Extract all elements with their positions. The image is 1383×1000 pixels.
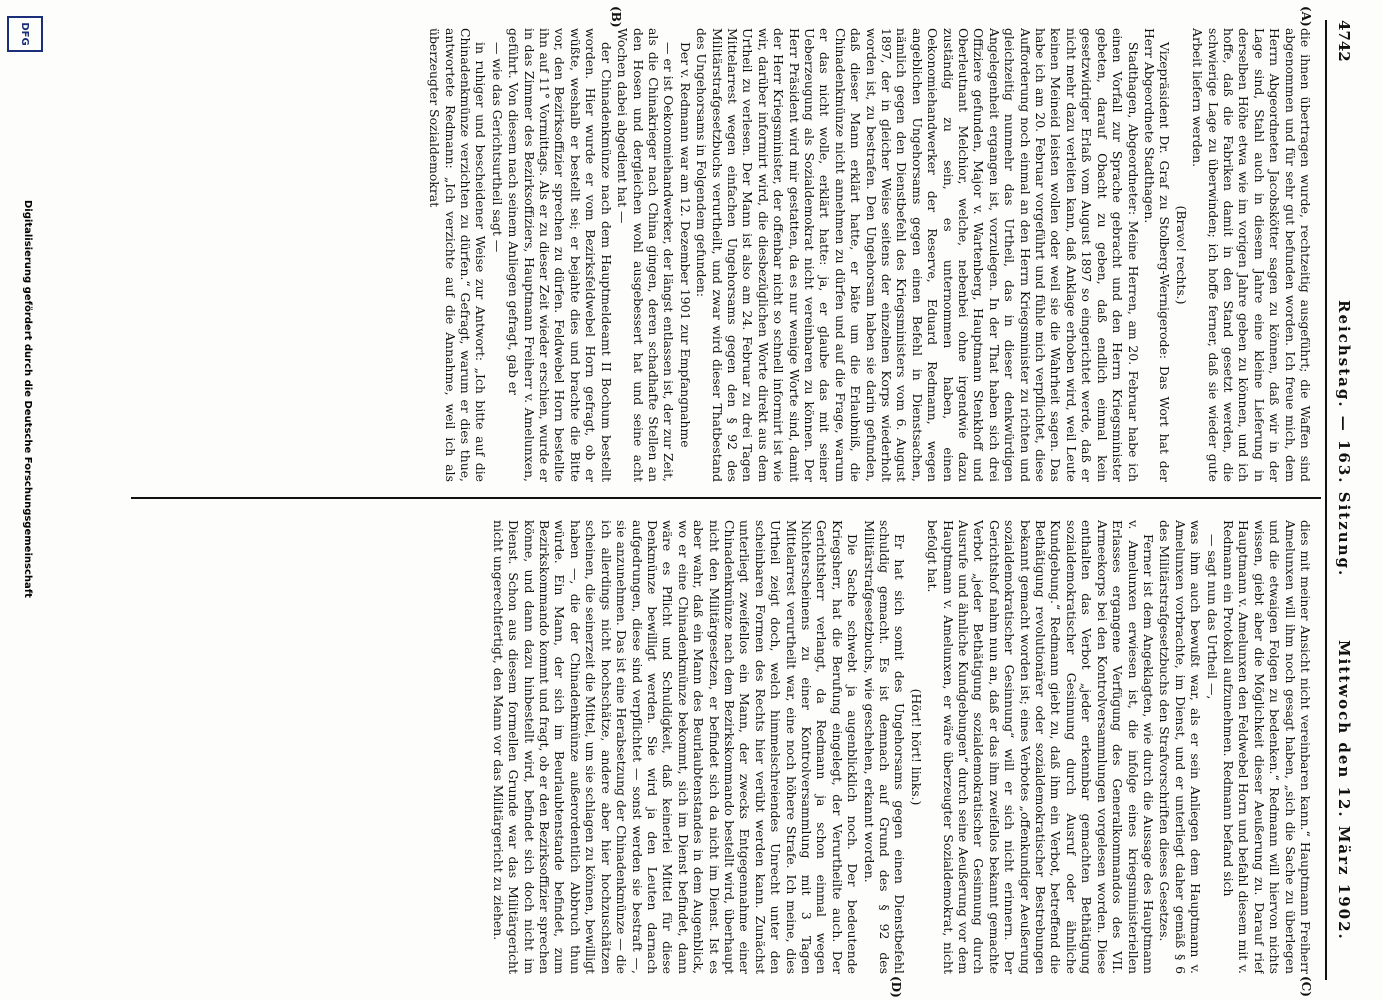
column-divider [131,497,1321,499]
interjection: (Bravo! rechts.) [1173,205,1189,305]
page-number: 4742 [1335,20,1353,62]
page-header [1319,0,1383,1000]
right-column [133,520,1313,974]
header-rule [1325,20,1327,980]
paragraph: die ihnen übertragen wurde, rechtzeitig ausgeführt; die Waffen sind abgenommen und für sehr gut befunden worden. Ich freue mich, dem Herrn Abgeordneten Jacobskötter sagen zu können, daß wir in der Lage sind, Stahl auch in diesem Jahre eine kleine Lieferung in derselben Höhe etwa wie im vorigen Jahre geben zu können, und ich hoffe, daß die Fabriken damit in den Stand gesetzt werden, die schwierige Lage zu überwinden; ich hoffe ferner, daß sie wieder gute Arbeit liefern werden. [1190,28,1313,482]
page-heading-right: Mittwoch den 12. März 1902. [1335,640,1353,941]
paragraph: in ruhiger und bescheidener Weise zur Antwort: „Ich bitte auf die Chinadenkmünze verzichten zu dürfen.“ Gefragt, warum er dies thue, antwortete Redmann: „Ich verzichte auf die Annahme, weil ich als überzeugter Sozialdemokrat [427,28,489,482]
margin-marker-d: (D) [889,976,903,998]
margin-marker-c: (C) [1299,976,1313,997]
margin-marker-a: (A) [1299,6,1313,27]
interjection: (Hört! hört! links.) [908,688,924,806]
paragraph: dies mit meiner Ansicht nicht vereinbaren kann.“ Hauptmann Freiherr Amelunxen will ihm noch gesagt haben, „sich die Sache zu überlegen und die etwaigen Folgen zu bedenken.“ Redmann will hiervon nichts wissen, giebt aber die Möglichkeit dieser Aeußerung zu. Darauf rief Hauptmann v. Amelunxen den Feldwebel Horn und befahl diesem mit v. Redmann ein Protokoll aufzunehmen. Redmann befand sich [1220,520,1313,974]
paragraph: Der v. Redmann war am 12. Dezember 1901 zur Empfangnahme [677,42,693,448]
paragraph: Vizepräsident Dr. Graf zu Stolberg-Wernigerode: Das Wort hat der Herr Abgeordnete Stadthagen. [1141,28,1173,482]
paragraph: Er hat sich somit des Ungehorsams gegen einen Dienstbefehl schuldig gemacht. Es ist demnach auf Grund des § 92 des Militärstrafgesetzbuchs, wie geschehen, erkannt worden. [861,520,908,974]
paragraph: — sagt nun das Urtheil —, [1204,534,1220,700]
dfg-logo: DFG [7,16,43,52]
paragraph: — er ist Oekonomiehandwerker, der längst entlassen ist, der zur Zeit, als die Chinakrieger nach China gingen, deren schadhafte Stellen an den Hosen und dergleichen wohl ausgebessert hat und seine acht Wochen dabei abgedient hat — [615,28,677,482]
digitization-note: Digitalisierung gefördert durch die Deutsche Forschungsgemeinschaft [22,200,33,598]
margin-marker-b: (B) [609,6,623,28]
paragraph: Die Sache schwebt ja augenblicklich noch. Der bedeutende Kriegsherr, hat die Berufung eingelegt, der Verurtheilte auch. Der Gerichtsherr verlangt, da Redmann ja schon einmal wegen Nichterscheinens zu einer Kontrolversammlung mit 3 Tagen Mittelarrest verurtheilt war, eine noch höhere Strafe. Ich meine, dies Urtheil zeigt doch, welch himmelschreiendes Unrecht unter den scheinbaren Formen des Rechts hier verübt werden kann. Zunächst unterliegt zweifellos ein Mann, der zwecks Entgegennahme einer Chinadenkmünze nach dem Bezirkskommando bestellt wird, überhaupt nicht den Militärgesetzen, er befindet sich da nicht im Dienst. Ist es aber wahr, daß ein Mann des Beurlaubtenstandes in dem Augenblick, wo er eine Chinadenkmünze bekommt, sich im Dienst befindet, dann wäre es Pflicht und Schuldigkeit, daß keinerlei Mittel für diese Denkmünze bewilligt werden. Sie wird ja den Leuten darnach aufgedrungen, diese sind verpflichtet — sonst werden sie bestraft —, sie anzunehmen. Das ist eine Herabsetzung der Chinadenkmünze — die ich allerdings nicht hochschätze, andere aber hier hochzuschätzen scheinen, die seinerzeit die Mittel, um sie schlagen zu können, bewilligt haben —, die der Chinadenkmünze außerordentlich Abbruch thun würde. Ein Mann, der sich im Beurlaubtenstande befindet, zum Bezirkskommando kommt und fragt, ob er den Bezirksoffizier sprechen könne, und dann dazu hinbestellt wird, befindet sich doch nicht im Dienst. Schon aus diesem formellen Grunde war das Militärgericht nicht ungerechtfertigt, den Mann vor das Militärgericht zu ziehen. [490,520,861,974]
page-heading-left: Reichstag. — 163. Sitzung. [1335,300,1353,578]
paragraph: Stadthagen, Abgeordneter: Meine Herren, am 20. Februar habe ich einen Vorfall zur Sprache gebracht und den Herrn Kriegsminister gebeten, darauf Obacht zu geben, daß endlich einmal kein gesetzwidriger Erlaß vom August 1897 so eingerichtet werde, daß er nicht mehr dazu verleiten kann, daß Anklage erhoben wird, weil Leute keinen Meineid leisten wollen oder weil sie die Wahrheit sagen. Das habe ich am 20. Februar vorgeführt und fühle mich verpflichtet, diese Aufforderung noch einmal an den Herrn Kriegsminister zu richten und gleichzeitig nunmehr das Urtheil, das in dieser denkwürdigen Angelegenheit ergangen ist, vorzulegen. In der That haben sich drei Offiziere gefunden, Major v. Wartenberg, Hauptmann Stenkhoff und Oberleutnant Melchior, welche, nebenbei ohne irgendwie dazu zuständig zu sein, es unternommen haben, einen Oekonomiehandwerker der Reserve, Eduard Redmann, wegen angeblichen Ungehorsams gegen einen Befehl in Dienstsachen, nämlich gegen den Dienstbefehl des Kriegsministers vom 6. August 1897, der in gleicher Weise seitens der einzelnen Korps wiederholt worden ist, zu bestrafen. Den Ungehorsam haben sie darin gefunden, daß dieser Mann erklärt hatte, er bäte um die Erlaubniß, die Chinadenkmünze nicht annehmen zu dürfen und auf die Frage, warum er das nicht wolle, erklärt hatte: ja, er glaube das mit seiner Ueberzeugung als Sozialdemokrat nicht vereinbaren zu können. Der Herr Präsident wird mir gestatten, da es nur wenige Worte sind, damit der Herr Kriegsminister, der offenbar nicht so schnell informirt ist wie wir, darüber informirt wird, die diesbezüglichen Worte direkt aus dem Urtheil zu verlesen. Der Mann ist also am 24. Februar zu drei Tagen Mittelarrest wegen einfachen Ungehorsams gegen den § 92 des Militärstrafgesetzbuchs verurtheilt, und zwar wird dieser Thatbestand des Ungehorsams in Folgendem gefunden: [694,28,1141,482]
paragraph: — wie das Gerichtsurtheil sagt — [489,42,505,253]
paragraph: was ihm auch bewußt war, als er sein Anliegen dem Hauptmann v. Amelunxen vorbrachte, im Dienst, und er unterliegt daher gemäß § 6 des Militärstrafgesetzbuchs den Strafvorschriften dieses Gesetzes. [1157,520,1204,974]
left-column [133,28,1313,482]
paragraph: Ferner ist dem Angeklagten, wie durch die Aussage des Hauptmann v. Amelunxen erwiesen ist, die infolge eines kriegsministeriellen Erlasses ergangene Verfügung des Generalkommandos des VII. Armeekorps bei den Kontrolversammlungen vorgelesen worden. Diese enthalten das Verbot „jeder erkennbar gemachten Bethätigung sozialdemokratischer Gesinnung durch Ausruf oder ähnliche Kundgebung.“ Redmann giebt zu, daß ihm ein Verbot, betreffend die Bethätigung revolutionärer oder sozialdemokratischer Bestrebungen bekannt gemacht worden ist; eines Verbotes „offenkundiger Aeußerung sozialdemokratischer Gesinnung“ will er sich nicht erinnern. Der Gerichtshof nahm nun an, daß er das ihm zweifellos bekannt gemachte Verbot „jeder Bethätigung sozialdemokratischer Gesinnung durch Ausrufe und ähnliche Kundgebungen“ durch seine Aeußerung vor dem Hauptmann v. Amelunxen, er wäre überzeugter Sozialdemokrat, nicht befolgt hat. [925,520,1156,974]
paragraph: der Chinadenkmünze nach dem Hauptmeldeamt II Bochum bestellt worden. Hier wurde er vom Bezirksfeldwebel Horn gefragt, ob er wüßte, weshalb er bestellt sei; er bejahte dies und brachte die Bitte vor, den Bezirksoffizier sprechen zu dürfen. Feldwebel Horn bestellte ihn auf 11° Vormittags. Als er zu dieser Zeit wieder erschien, wurde er in das Zimmer des Bezirksoffiziers, Hauptmann Freiherr v. Amelunxen, geführt. Von diesem nach seinem Anliegen gefragt, gab er [506,28,614,482]
